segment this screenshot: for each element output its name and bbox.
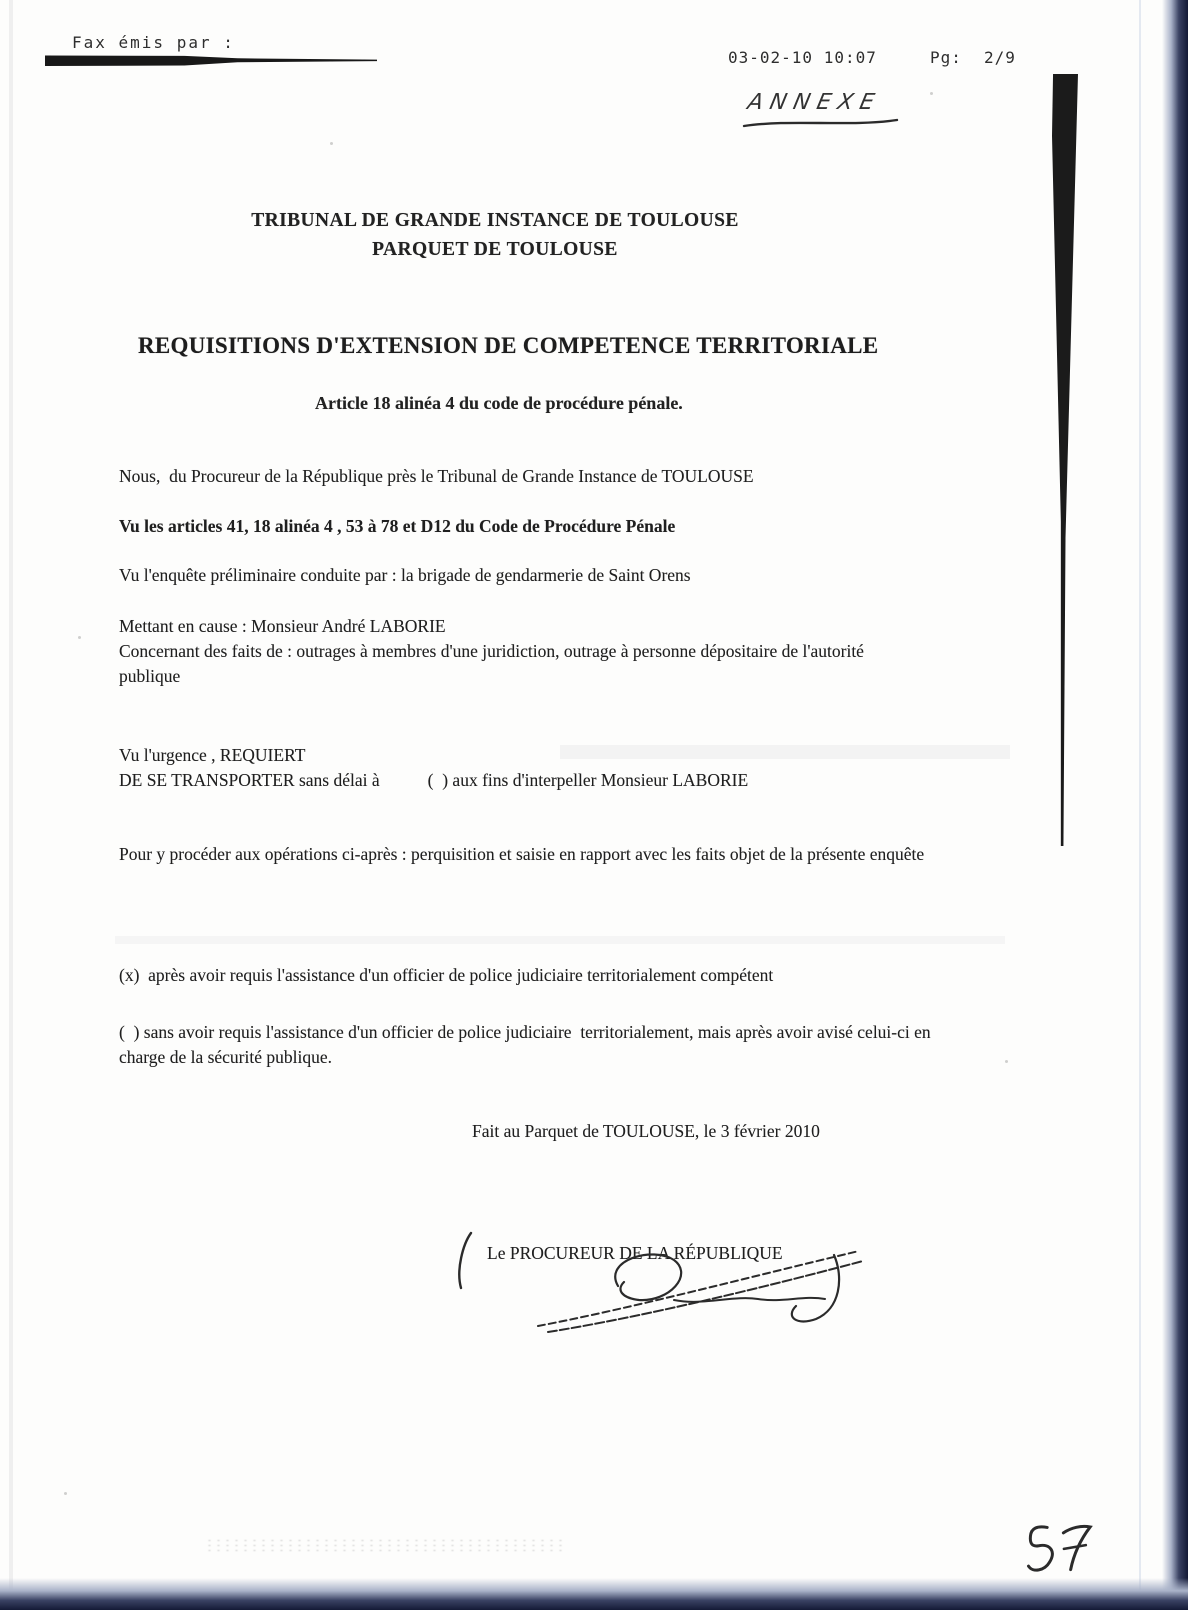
fax-emitter-label: Fax émis par : (72, 33, 235, 52)
page-edge-faint-line (1139, 0, 1141, 1610)
scan-artifact-bar (1052, 74, 1078, 846)
paragraph-faits: Concernant des faits de : outrages à membres d'une juridiction, outrage à personne dépositaire de l'autorité publique (119, 641, 869, 686)
handwritten-slash-mark (450, 1230, 476, 1292)
blank-location-gap (380, 768, 428, 793)
paragraph-opening: Nous, du Procureur de la République près le Tribunal de Grande Instance de TOULOUSE (119, 466, 754, 486)
signatory-title: Le PROCUREUR DE LA RÉPUBLIQUE (487, 1243, 783, 1263)
paragraph-transport (119, 768, 1019, 793)
court-name-line1: TRIBUNAL DE GRANDE INSTANCE DE TOULOUSE (251, 210, 739, 231)
scan-noise-band (115, 936, 1005, 944)
document-title: REQUISITIONS D'EXTENSION DE COMPETENCE TERRITORIALE (138, 333, 879, 358)
paragraph-urgence: Vu l'urgence , REQUIERT (119, 745, 306, 765)
scan-speck (1005, 1060, 1008, 1063)
handwritten-annexe-note: ANNEXE (745, 90, 884, 115)
transport-suffix: ( ) aux fins d'interpeller Monsieur LABORIE (427, 770, 749, 790)
court-name-line2: PARQUET DE TOULOUSE (372, 239, 618, 260)
redaction-smudge (45, 55, 377, 66)
paragraph-articles-vises: Vu les articles 41, 18 alinéa 4 , 53 à 78 et D12 du Code de Procédure Pénale (119, 516, 676, 536)
paragraph-operations: Pour y procéder aux opérations ci-après : perquisition et saisie en rapport avec les faits objet de la présente enquête (119, 844, 925, 864)
paragraph-enquete: Vu l'enquête préliminaire conduite par : la brigade de gendarmerie de Saint Orens (119, 565, 691, 585)
page-edge-shadow-bottom (0, 1578, 1188, 1610)
handwritten-page-number (1017, 1519, 1103, 1584)
transport-prefix: DE SE TRANSPORTER sans délai à (119, 770, 380, 790)
page-edge-shadow-right (1162, 0, 1188, 1610)
paragraph-mise-en-cause: Mettant en cause : Monsieur André LABORIE (119, 616, 446, 636)
fax-datetime: 03-02-10 10:07 (728, 48, 877, 67)
scan-noise-band (560, 745, 1010, 759)
signature-scribble (533, 1238, 867, 1336)
document-subtitle: Article 18 alinéa 4 du code de procédure pénale. (315, 393, 683, 413)
scan-speck (78, 636, 81, 639)
option-unchecked: ( ) sans avoir requis l'assistance d'un officier de police judiciaire territorialement, mais après avoir avisé celui-ci en charge de la sécurité publique. (119, 1022, 936, 1067)
scan-speck (930, 92, 933, 95)
scan-speck (64, 1492, 67, 1495)
scan-speck (330, 142, 333, 145)
scan-streak-left (9, 0, 13, 1610)
letterhead (95, 206, 895, 264)
fax-page-count: 2/9 (984, 48, 1016, 67)
footer-scan-noise (205, 1538, 565, 1551)
date-place-line: Fait au Parquet de TOULOUSE, le 3 février 2010 (472, 1121, 820, 1141)
fax-page-label: Pg: (930, 48, 962, 67)
annexe-underline-stroke (742, 116, 900, 130)
option-checked: (x) après avoir requis l'assistance d'un officier de police judiciaire territorialement compétent (119, 965, 774, 985)
